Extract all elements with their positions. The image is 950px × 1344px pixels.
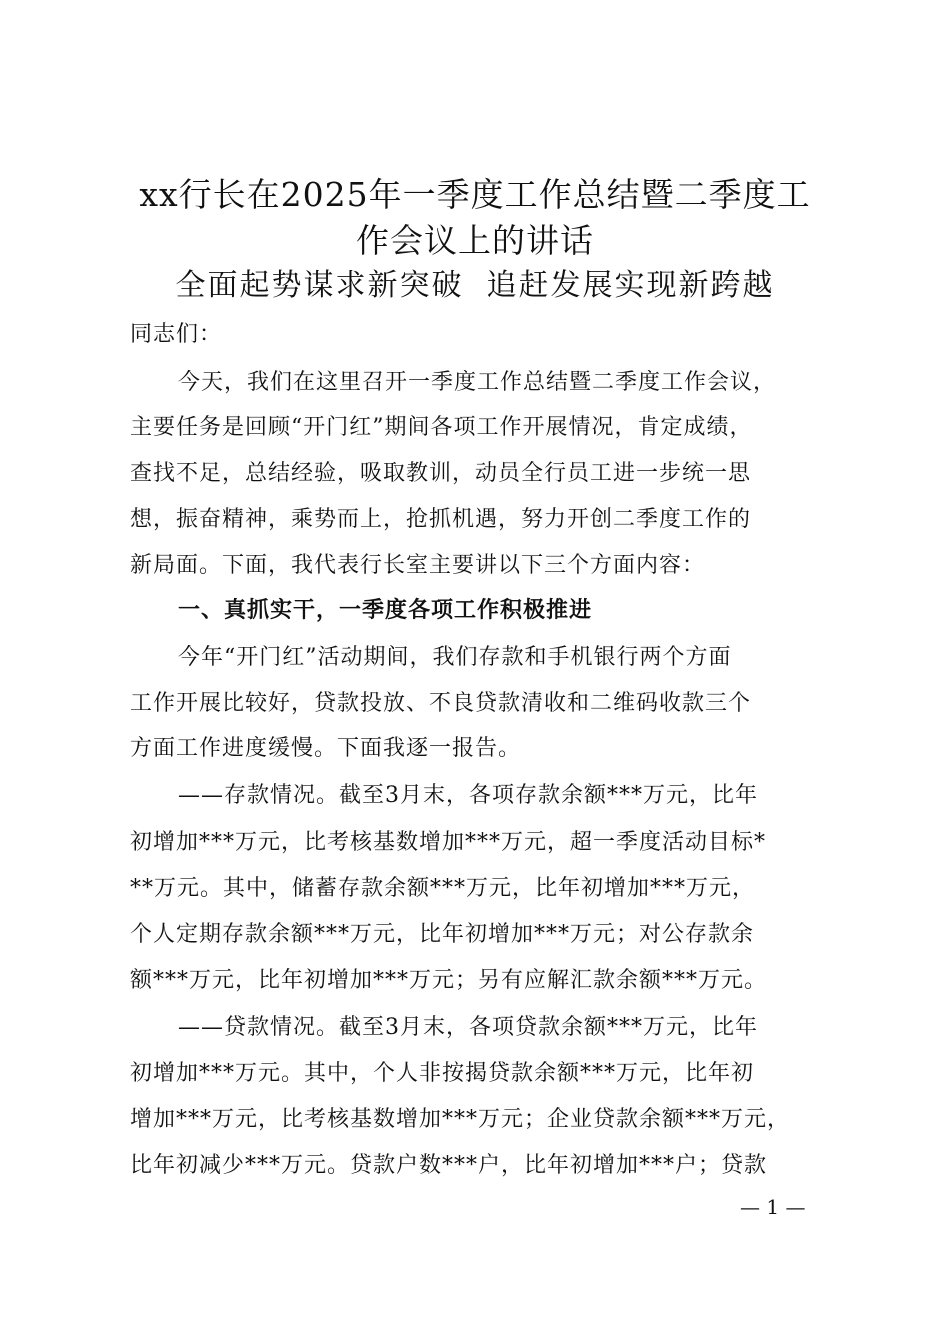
paragraph-line: 工作开展比较好，贷款投放、不良贷款清收和二维码收款三个: [130, 691, 752, 716]
paragraph-line: 想，振奋精神，乘势而上，抢抓机遇，努力开创二季度工作的: [130, 507, 752, 532]
document-title-line-1: xx行长在2025年一季度工作总结暨二季度工: [139, 175, 811, 214]
paragraph-line: 方面工作进度缓慢。下面我逐一报告。: [130, 736, 522, 761]
paragraph-line: 增加***万元，比考核基数增加***万元；企业贷款余额***万元，: [130, 1107, 791, 1132]
page-number: — 1 —: [740, 1195, 806, 1219]
paragraph-line: 比年初减少***万元。贷款户数***户，比年初增加***户；贷款: [130, 1153, 768, 1178]
document-subtitle: 全面起势谋求新突破 追赶发展实现新跨越: [175, 268, 775, 303]
paragraph-line: 新局面。下面，我代表行长室主要讲以下三个方面内容：: [130, 553, 706, 578]
paragraph-line: ——贷款情况。截至3月末，各项贷款余额***万元，比年: [178, 1015, 758, 1040]
section-heading: 一、真抓实干，一季度各项工作积极推进: [178, 598, 593, 623]
paragraph-line: ——存款情况。截至3月末，各项存款余额***万元，比年: [178, 783, 758, 808]
document-title-line-2: 作会议上的讲话: [356, 221, 594, 260]
paragraph-line: 初增加***万元，比考核基数增加***万元，超一季度活动目标*: [130, 830, 767, 855]
paragraph-line: 今年“开门红”活动期间，我们存款和手机银行两个方面: [178, 645, 732, 670]
paragraph-line: 今天，我们在这里召开一季度工作总结暨二季度工作会议，: [178, 370, 777, 395]
paragraph-line: 初增加***万元。其中，个人非按揭贷款余额***万元，比年初: [130, 1061, 755, 1086]
salutation: 同志们：: [130, 322, 223, 347]
paragraph-line: 额***万元，比年初增加***万元；另有应解汇款余额***万元。: [130, 968, 768, 993]
paragraph-line: **万元。其中，储蓄存款余额***万元，比年初增加***万元，: [130, 876, 756, 901]
paragraph-line: 主要任务是回顾“开门红”期间各项工作开展情况，肯定成绩，: [130, 415, 753, 440]
paragraph-line: 查找不足，总结经验，吸取教训，动员全行员工进一步统一思: [130, 461, 752, 486]
paragraph-line: 个人定期存款余额***万元，比年初增加***万元；对公存款余: [130, 922, 755, 947]
